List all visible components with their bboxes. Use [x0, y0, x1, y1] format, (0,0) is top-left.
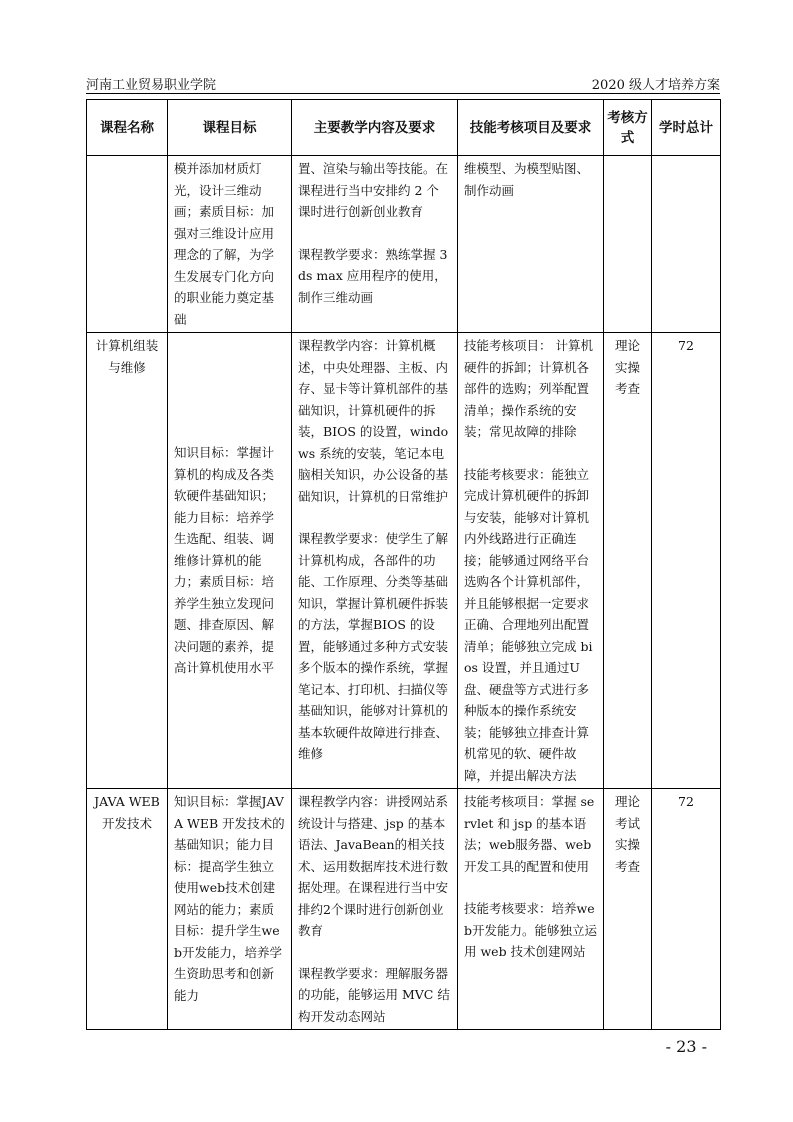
skill-requirements	[458, 156, 604, 333]
col-header-content: 主要教学内容及要求	[292, 100, 458, 156]
col-header-name: 课程名称	[87, 100, 168, 156]
total-hours	[652, 156, 721, 333]
assessment-method: 理论考试实操考查	[604, 789, 652, 1030]
skills-paragraph: 技能考核要求：培养web开发能力。能够独立运用 web 技术创建网站	[464, 901, 598, 959]
institution-name: 河南工业贸易职业学院	[86, 78, 217, 93]
skill-requirements	[458, 789, 604, 1030]
table-row	[87, 156, 721, 333]
content-paragraph: 课程教学要求：理解服务器的功能，能够运用 MVC 结构开发动态网站	[298, 965, 450, 1024]
assessment-method	[604, 156, 652, 333]
course-goal	[168, 156, 292, 333]
goal-text: 知识目标：掌握计算机的构成及各类软硬件基础知识；能力目标：培养学生选配、组装、调维修计算机的能力；素质目标：培养学生独立发现问题、排查原因、解决问题的素养，提高计算机使用水平	[174, 445, 275, 676]
col-header-method: 考核方式	[604, 100, 652, 156]
course-content	[292, 333, 458, 789]
course-name: JAVA WEB 开发技术	[87, 789, 168, 1030]
content-paragraph: 课程教学要求：熟练掌握 3ds max 应用程序的使用，制作三维动画	[298, 246, 448, 305]
content-paragraph: 课程教学要求：使学生了解计算机构成，各部件的功能、工作原理、分类等基础知识，掌握计算机硬件拆装的方法，掌握BIOS 的设置，能够通过多种方式安装多个版本的操作系统，掌握笔记本、打印机、扫描仪等基础知识，能够对计算机的基本软硬件故障进行排查、维修	[298, 531, 449, 761]
assessment-method: 理论实操考查	[604, 333, 652, 789]
course-goal	[168, 333, 292, 789]
col-header-goal: 课程目标	[168, 100, 292, 156]
col-header-skills: 技能考核项目及要求	[458, 100, 604, 156]
total-hours: 72	[652, 789, 721, 1030]
page-number: - 23 -	[665, 1037, 707, 1056]
content-paragraph: 课程教学内容：讲授网站系统设计与搭建、jsp 的基本语法、JavaBean的相关技术、运用数据库技术进行数据处理。在课程进行当中安排约2个课时进行创新创业教育	[298, 794, 449, 938]
table-row	[87, 789, 721, 1030]
content-paragraph: 置、渲染与输出等技能。在课程进行当中安排约 2 个课时进行创新创业教育	[298, 161, 449, 219]
course-content	[292, 156, 458, 333]
document-title: 2020 级人才培养方案	[591, 78, 720, 93]
content-paragraph: 课程教学内容：计算机概述，中央处理器、主板、内存、显卡等计算机部件的基础知识，计算机硬件的拆装，BIOS 的设置，windows 系统的安装，笔记本电脑相关知识，办公设备的基础知识，计算机的日常维护	[298, 338, 449, 504]
goal-text: 模并添加材质灯光，设计三维动画；素质目标：加强对三维设计应用理念的了解，为学生发展专门化方向的职业能力奠定基础	[174, 161, 275, 327]
goal-text: 知识目标：掌握JAVA WEB 开发技术的基础知识；能力目标：提高学生独立使用web技术创建网站的能力；素质目标：提升学生web开发能力，培养学生资助思考和创新能力	[174, 794, 285, 1003]
skills-paragraph: 技能考核项目：掌握 servlet 和 jsp 的基本语法；web服务器、web 开发工具的配置和使用	[464, 794, 595, 874]
course-goal	[168, 789, 292, 1030]
total-hours: 72	[652, 333, 721, 789]
course-name: 计算机组装与维修	[87, 333, 168, 789]
skills-paragraph: 维模型、为模型贴图、制作动画	[464, 161, 590, 198]
skill-requirements	[458, 333, 604, 789]
skills-paragraph: 技能考核要求：能独立完成计算机硬件的拆卸与安装，能够对计算机内外线路进行正确连接；能够通过网络平台选购各个计算机部件，并且能够根据一定要求正确、合理地列出配置清单；能够独立完成 bios 设置，并且通过U盘、硬盘等方式进行多种版本的操作系统安装；能够独立排查计算机常见的软、硬件故障，并提出解决方法	[464, 466, 593, 783]
header-divider	[86, 93, 720, 94]
course-content	[292, 789, 458, 1030]
skills-paragraph: 技能考核项目： 计算机硬件的拆卸；计算机各部件的选购；列举配置清单；操作系统的安装；常见故障的排除	[464, 338, 593, 439]
table-header-row	[87, 100, 721, 156]
col-header-hours: 学时总计	[652, 100, 721, 156]
course-name	[87, 156, 168, 333]
table-row	[87, 333, 721, 789]
page-header	[86, 74, 720, 94]
course-table	[86, 99, 721, 1030]
